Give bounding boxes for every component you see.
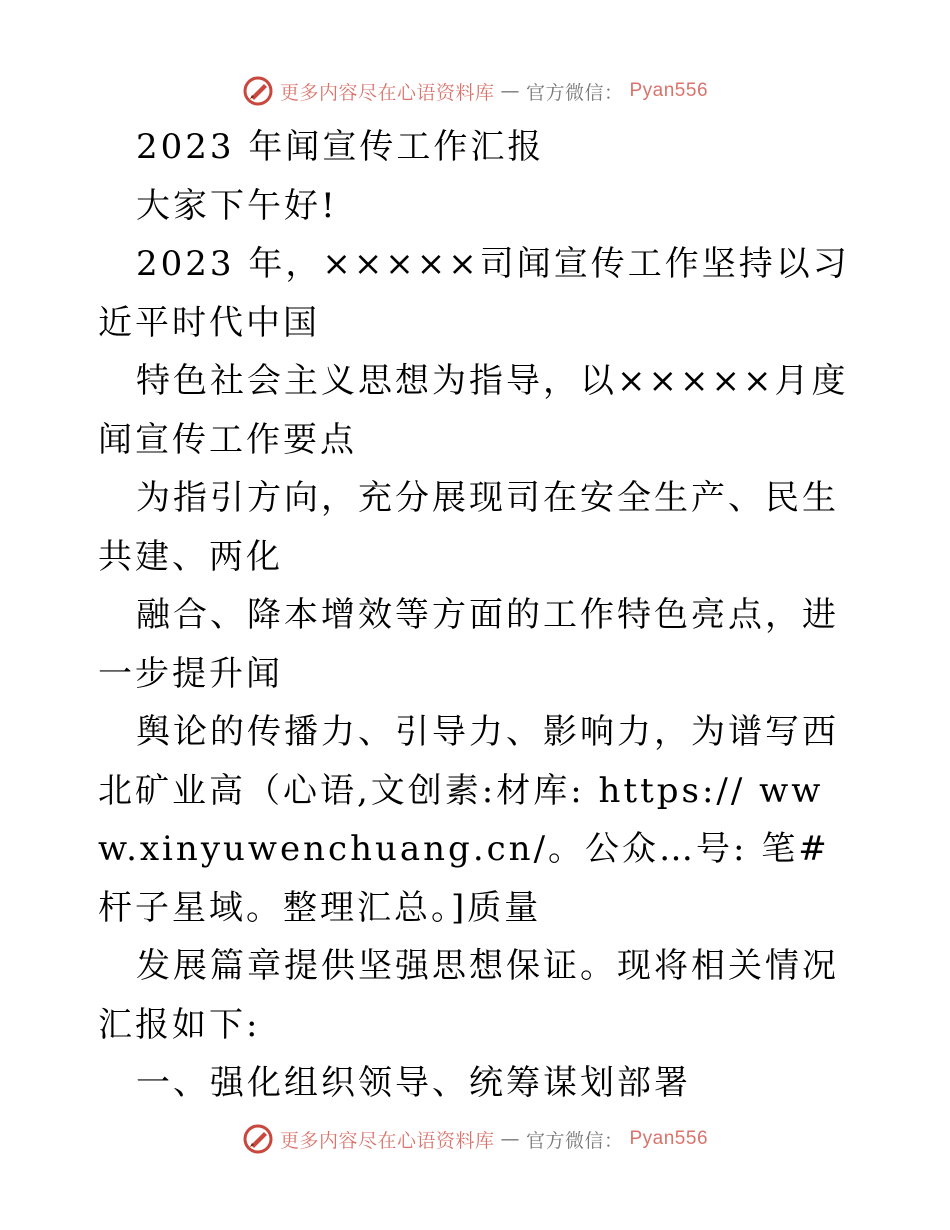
watermark-separator: — bbox=[500, 80, 520, 102]
document-paragraph: 大家下午好! bbox=[136, 185, 338, 226]
document-body bbox=[98, 118, 858, 1113]
document-paragraph: 特色社会主义思想为指导，以×××××月度闻宣传工作要点 bbox=[98, 361, 849, 460]
red-pen-seal-icon bbox=[242, 1123, 274, 1155]
header-watermark bbox=[0, 71, 950, 111]
watermark-wechat-account: Pyan556 bbox=[629, 80, 709, 101]
document-paragraph: 一、强化组织领导、统筹谋划部署 bbox=[136, 1063, 691, 1103]
document-paragraph: 2023 年，×××××司闻宣传工作坚持以习近平时代中国 bbox=[98, 244, 850, 343]
watermark-site-text: 更多内容尽在心语资料库 bbox=[279, 1129, 495, 1152]
document-paragraph: 为指引方向，充分展现司在安全生产、民生共建、两化 bbox=[98, 478, 839, 577]
watermark-wechat-account: Pyan556 bbox=[629, 1128, 709, 1149]
watermark-wechat-label: 官方微信： bbox=[525, 81, 624, 104]
red-pen-seal-icon bbox=[242, 75, 274, 107]
document-paragraph: 融合、降本增效等方面的工作特色亮点，进一步提升闻 bbox=[98, 595, 839, 694]
footer-watermark bbox=[0, 1119, 950, 1159]
document-paragraph: 2023 年闻宣传工作汇报 bbox=[136, 127, 545, 167]
watermark-wechat-label: 官方微信： bbox=[525, 1129, 624, 1152]
watermark-separator: — bbox=[500, 1128, 520, 1150]
document-paragraph: 发展篇章提供坚强思想保证。现将相关情况汇报如下: bbox=[98, 946, 839, 1045]
watermark-site-text: 更多内容尽在心语资料库 bbox=[279, 81, 495, 104]
document-paragraph: 舆论的传播力、引导力、影响力，为谱写西北矿业高（心语,文创素:材库: https:// www.xinyuwenchuang.cn/。公众…号: 笔#杆子星域。整理汇总。]质量 bbox=[98, 712, 839, 928]
